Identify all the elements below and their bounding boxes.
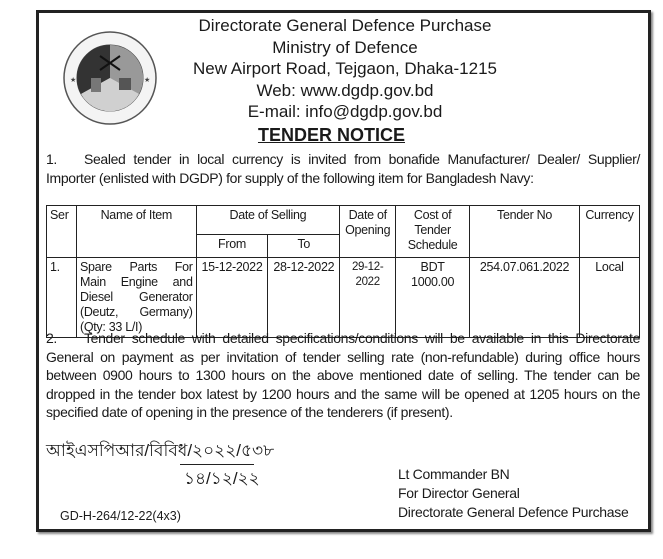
letterhead <box>160 15 530 123</box>
signature-block <box>398 465 628 522</box>
reference-divider <box>180 464 254 465</box>
notice-title: TENDER NOTICE <box>257 125 405 145</box>
cell-ser: 1. <box>47 258 77 338</box>
header-currency: Currency <box>579 206 639 258</box>
website: Web: www.dgdp.gov.bd <box>256 80 434 100</box>
reference-number: আইএসপিআর/বিবিধ/২০২২/৫৩৮ <box>46 441 275 460</box>
cell-to: 28-12-2022 <box>268 258 340 338</box>
cell-from: 15-12-2022 <box>196 258 268 338</box>
signatory-org: Directorate General Defence Purchase <box>398 504 629 520</box>
paragraph-number: 2. <box>46 330 57 346</box>
cell-cost: BDT 1000.00 <box>396 258 470 338</box>
paragraph-1 <box>46 150 640 187</box>
table-row <box>47 258 640 338</box>
header-selling: Date of Selling <box>196 206 340 235</box>
paragraph-number: 1. <box>46 151 57 167</box>
header-to: To <box>268 235 340 258</box>
paragraph-text: Sealed tender in local currency is invited from bonafide Manufacturer/ Dealer/ Supplier/ Importer (enlisted with DGDP) for supply of the following item for Bangladesh Navy: <box>46 151 640 186</box>
svg-text:★: ★ <box>144 77 151 84</box>
header-cost: Cost of Tender Schedule <box>396 206 470 258</box>
tender-table <box>46 205 640 338</box>
header-ser: Ser <box>47 206 77 258</box>
address: New Airport Road, Tejgaon, Dhaka-1215 <box>193 59 497 79</box>
dgdp-logo-emblem <box>62 28 158 128</box>
svg-text:★: ★ <box>70 77 77 84</box>
cell-tender-no: 254.07.061.2022 <box>470 258 580 338</box>
signatory-rank: Lt Commander BN <box>398 466 510 482</box>
header-name: Name of Item <box>76 206 196 258</box>
cell-opening: 29-12-2022 <box>340 258 396 338</box>
cell-name: Spare Parts For Main Engine and Diesel Generator (Deutz, Germany) (Qty: 33 L/I) <box>76 258 196 338</box>
header-from: From <box>196 235 268 258</box>
cell-currency: Local <box>579 258 639 338</box>
email: E-mail: info@dgdp.gov.bd <box>247 102 443 122</box>
header-opening: Date of Opening <box>340 206 396 258</box>
paragraph-text: Tender schedule with detailed specifications/conditions will be available in this Directorate General on payment as per invitation of tender selling rate (non-refundable) during office hours between 0900 hours to 1300 hours on the above mentioned date of selling. The tender can be dropped in the tender box latest by 1200 hours and the same will be opened at 1205 hours on the specified date of opening in the presence of the tenderers (if present). <box>46 330 640 420</box>
org-name: Directorate General Defence Purchase <box>198 16 492 35</box>
header-tender-no: Tender No <box>470 206 580 258</box>
signatory-for: For Director General <box>398 485 520 501</box>
ministry-name: Ministry of Defence <box>272 37 418 57</box>
ad-code: GD-H-264/12-22(4x3) <box>60 509 181 523</box>
reference-date: ১৪/১২/২২ <box>184 469 260 488</box>
paragraph-2 <box>46 329 640 422</box>
